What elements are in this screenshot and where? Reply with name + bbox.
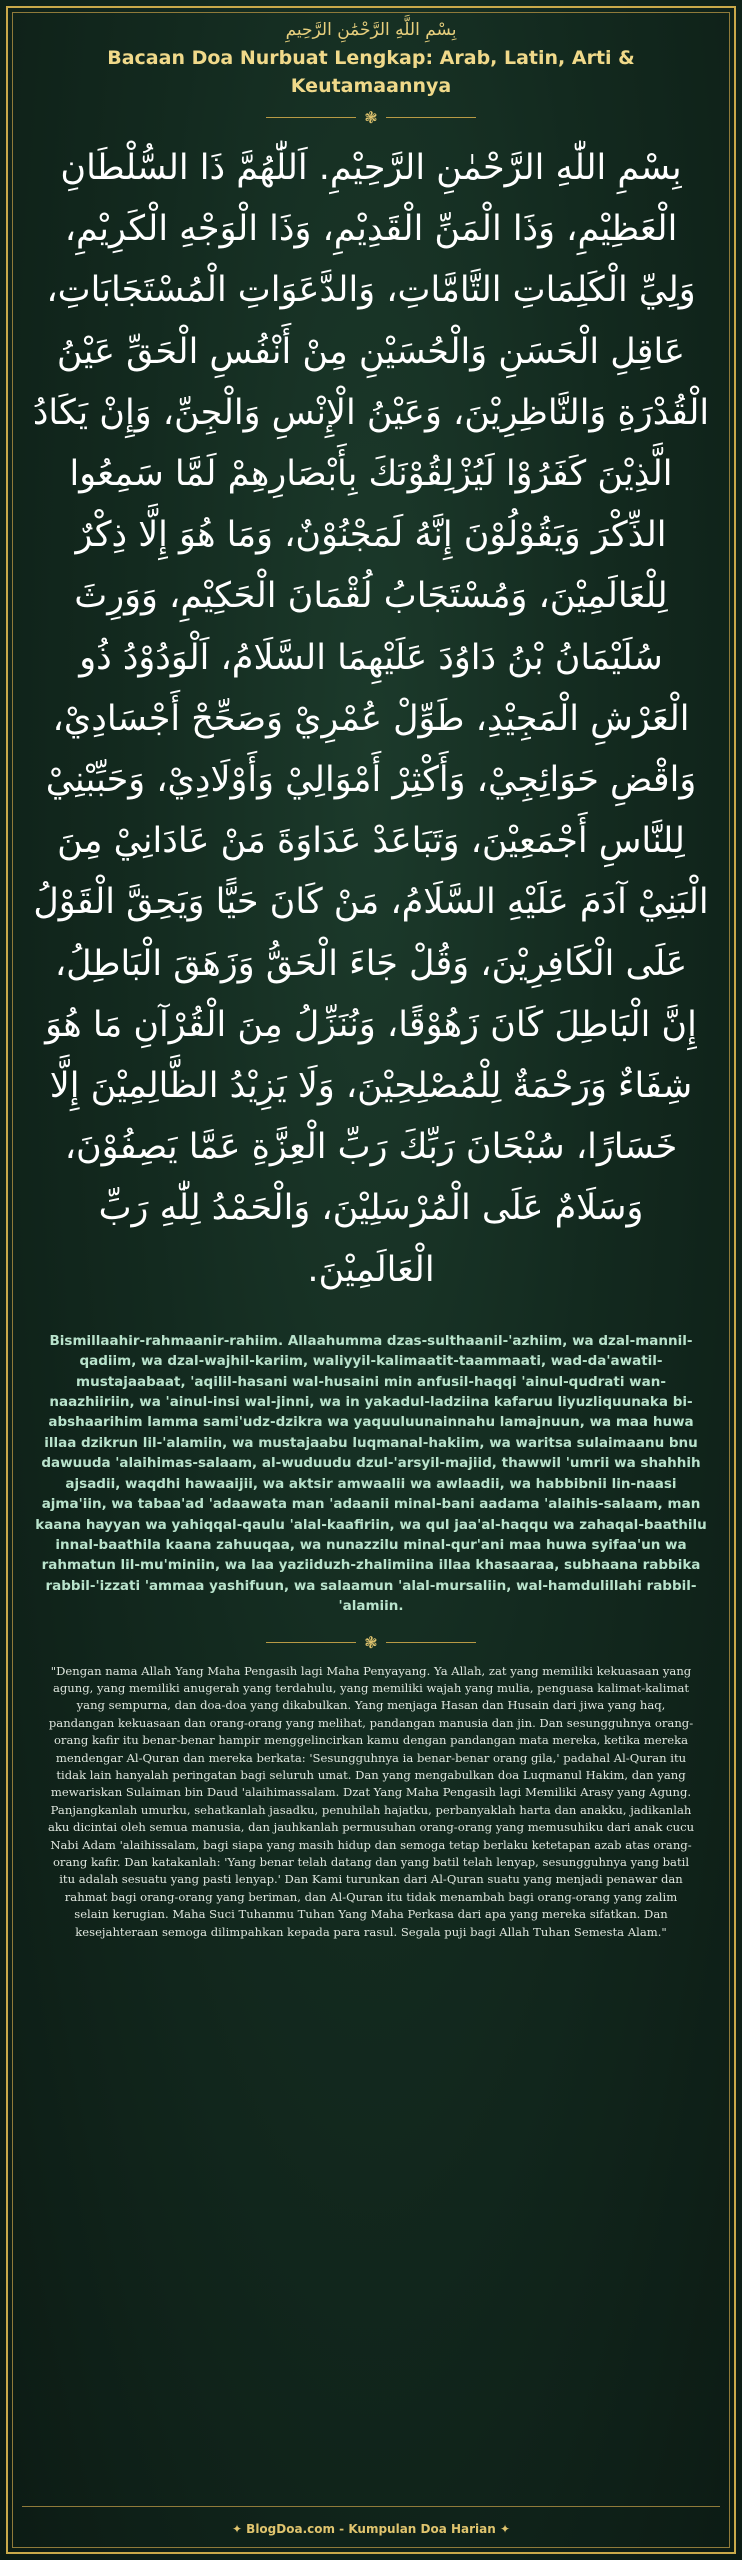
indonesian-translation: "Dengan nama Allah Yang Maha Pengasih lagi Maha Penyayang. Ya Allah, zat yang memiliki kekuasaan yang agung, yang memiliki anugerah yang terdahulu, yang memiliki wajah yang mulia, penguasa kalimat-kalimat yang sempurna, dan doa-doa yang dikabulkan. Yang menjaga Hasan dan Husain dari jiwa yang haq, pandangan kekuasaan dan orang-orang yang melihat, pandangan manusia dan jin. Dan sesungguhnya orang-orang kafir itu benar-benar hampir menggelincirkan kamu dengan pandangan mata mereka, ketika mereka mendengar Al-Quran dan mereka berkata: 'Sesungguhnya ia benar-benar orang gila,' padahal Al-Quran itu tidak lain hanyalah peringatan bagi seluruh umat. Dan yang mengabulkan doa Luqmanul Hakim, dan yang mewariskan Sulaiman bin Daud 'alaihimassalam. Dzat Yang Maha Pengasih lagi Memiliki Arasy yang Agung. Panjangkanlah umurku, sehatkanlah jasadku, penuhilah hajatku, perbanyaklah harta dan anakku, jadikanlah aku dicintai oleh semua manusia, dan jauhkanlah permusuhan orang-orang yang memusuhiku dari anak cucu Nabi Adam 'alaihissalam, bagi siapa yang masih hidup dan semoga tetap berlaku ketetapan azab atas orang-orang kafir. Dan katakanlah: 'Yang benar telah datang dan yang batil telah lenyap, sesungguhnya yang batil itu adalah sesuatu yang pasti lenyap.' Dan Kami turunkan dari Al-Quran suatu yang menjadi penawar dan rahmat bagi orang-orang yang beriman, dan Al-Quran itu tidak menambah bagi orang-orang yang zalim selain kerugian. Maha Suci Tuhanmu Tuhan Yang Maha Perkasa dari apa yang mereka sifatkan. Dan kesejahteraan semoga dilimpahkan kepada para rasul. Segala puji bagi Allah Tuhan Semesta Alam." — [47, 1663, 695, 1939]
flower-ornament-icon: ❃ — [364, 108, 378, 127]
footer-divider-line — [22, 2506, 720, 2507]
divider-line-left — [266, 1642, 356, 1643]
divider-line-right — [386, 1642, 476, 1643]
title-divider — [266, 108, 476, 128]
flower-ornament-icon: ❃ — [364, 1632, 378, 1652]
divider-line-right — [386, 117, 476, 118]
content-column — [22, 18, 720, 1941]
page-title: Bacaan Doa Nurbuat Lengkap: Arab, Latin, Arti & Keutamaannya — [107, 47, 635, 97]
latin-transliteration: Bismillaahir-rahmaanir-rahiim. Allaahumma dzas-sulthaanil-'azhiim, wa dzal-mannil-qadiim, wa dzal-wajhil-kariim, waliyyil-kalimaatit-taammaati, wad-da'awatil-mustajaabaat, 'aqilil-hasani wal-husaini min anfusil-haqqi 'ainul-qudrati wan-naazhiiriin, wa 'ainul-insi wal-jinni, wa in yakadul-ladziina kafaruu liyuzliquunaka bi-abshaarihim lamma sami'udz-dzikra wa yaquuluunainnahu lamajnuun, wa maa huwa illaa dzikrun lil-'alamiin, wa mustajaabu luqmanal-hakiim, wa waritsa sulaimaanu bnu dawuuda 'alaihimas-salaam, al-wuduudu dzul-'arsyil-majiid, thawwil 'umrii wa shahhih ajsadii, waqdhi hawaaijii, wa aktsir amwaalii wa awlaadii, wa habbibnii lin-naasi ajma'iin, wa tabaa'ad 'adaawata man 'adaanii minal-bani aadama 'alaihis-salaam, man kaana hayyan wa yahiqqal-qaulu 'alal-kaafiriin, wa qul jaa'al-haqqu wa zahaqal-baathilu innal-baathila kaana zahuuqaa, wa nunazzilu minal-qur'ani maa huwa syifaa'un wa rahmatun lil-mu'miniin, wa laa yaziiduzh-zhalimiina illaa khasaaraa, subhaana rabbika rabbil-'izzati 'ammaa yashifuun, wa salaamun 'alal-mursaliin, wal-hamdulillahi rabbil-'alamiin. — [35, 1332, 707, 1615]
footer-site-credit: ✦ BlogDoa.com - Kumpulan Doa Harian ✦ — [231, 2522, 511, 2536]
arabic-doa-text: بِسْمِ اللّٰهِ الرَّحْمٰنِ الرَّحِيْمِ. اَللّٰهُمَّ ذَا السُّلْطَانِ الْعَظِيْمِ، وَذَا الْمَنِّ الْقَدِيْمِ، وَذَا الْوَجْهِ الْكَرِيْمِ، وَلِيِّ الْكَلِمَاتِ التَّامَّاتِ، وَالدَّعَوَاتِ الْمُسْتَجَابَاتِ، عَاقِلِ الْحَسَنِ وَالْحُسَيْنِ مِنْ أَنْفُسِ الْحَقِّ عَيْنُ الْقُدْرَةِ وَالنَّاظِرِيْنَ، وَعَيْنُ الْإِنْسِ وَالْجِنِّ، وَإِنْ يَكَادُ الَّذِيْنَ كَفَرُوْا لَيُزْلِقُوْنَكَ بِأَبْصَارِهِمْ لَمَّا سَمِعُوا الذِّكْرَ وَيَقُوْلُوْنَ إِنَّهُ لَمَجْنُوْنٌ، وَمَا هُوَ إِلَّا ذِكْرٌ لِلْعَالَمِيْنَ، وَمُسْتَجَابُ لُقْمَانَ الْحَكِيْمِ، وَوَرِثَ سُلَيْمَانُ بْنُ دَاوُدَ عَلَيْهِمَا السَّلَامُ، اَلْوَدُوْدُ ذُو الْعَرْشِ الْمَجِيْدِ، طَوِّلْ عُمْرِيْ وَصَحِّحْ أَجْسَادِيْ، وَاقْضِ حَوَائِجِيْ، وَأَكْثِرْ أَمْوَالِيْ وَأَوْلَادِيْ، وَحَبِّبْنِيْ لِلنَّاسِ أَجْمَعِيْنَ، وَتَبَاعَدْ عَدَاوَةَ مَنْ عَادَانِيْ مِنَ الْبَنِيْ آدَمَ عَلَيْهِ السَّلَامُ، مَنْ كَانَ حَيًّا وَيَحِقَّ الْقَوْلُ عَلَى الْكَافِرِيْنَ، وَقُلْ جَاءَ الْحَقُّ وَزَهَقَ الْبَاطِلُ، إِنَّ الْبَاطِلَ كَانَ زَهُوْقًا، وَنُنَزِّلُ مِنَ الْقُرْآنِ مَا هُوَ شِفَاءٌ وَرَحْمَةٌ لِلْمُصْلِحِيْنَ، وَلَا يَزِيْدُ الظَّالِمِيْنَ إِلَّا خَسَارًا، سُبْحَانَ رَبِّكَ رَبِّ الْعِزَّةِ عَمَّا يَصِفُوْنَ، وَسَلَامٌ عَلَى الْمُرْسَلِيْنَ، وَالْحَمْدُ لِلّٰهِ رَبِّ الْعَالَمِيْنَ. — [32, 148, 710, 1290]
header-basmalah: بِسْمِ اللَّهِ الرَّحْمَٰنِ الرَّحِيمِ — [285, 20, 457, 40]
divider-line-left — [266, 117, 356, 118]
section-divider — [266, 1633, 476, 1653]
footer — [0, 2520, 742, 2538]
